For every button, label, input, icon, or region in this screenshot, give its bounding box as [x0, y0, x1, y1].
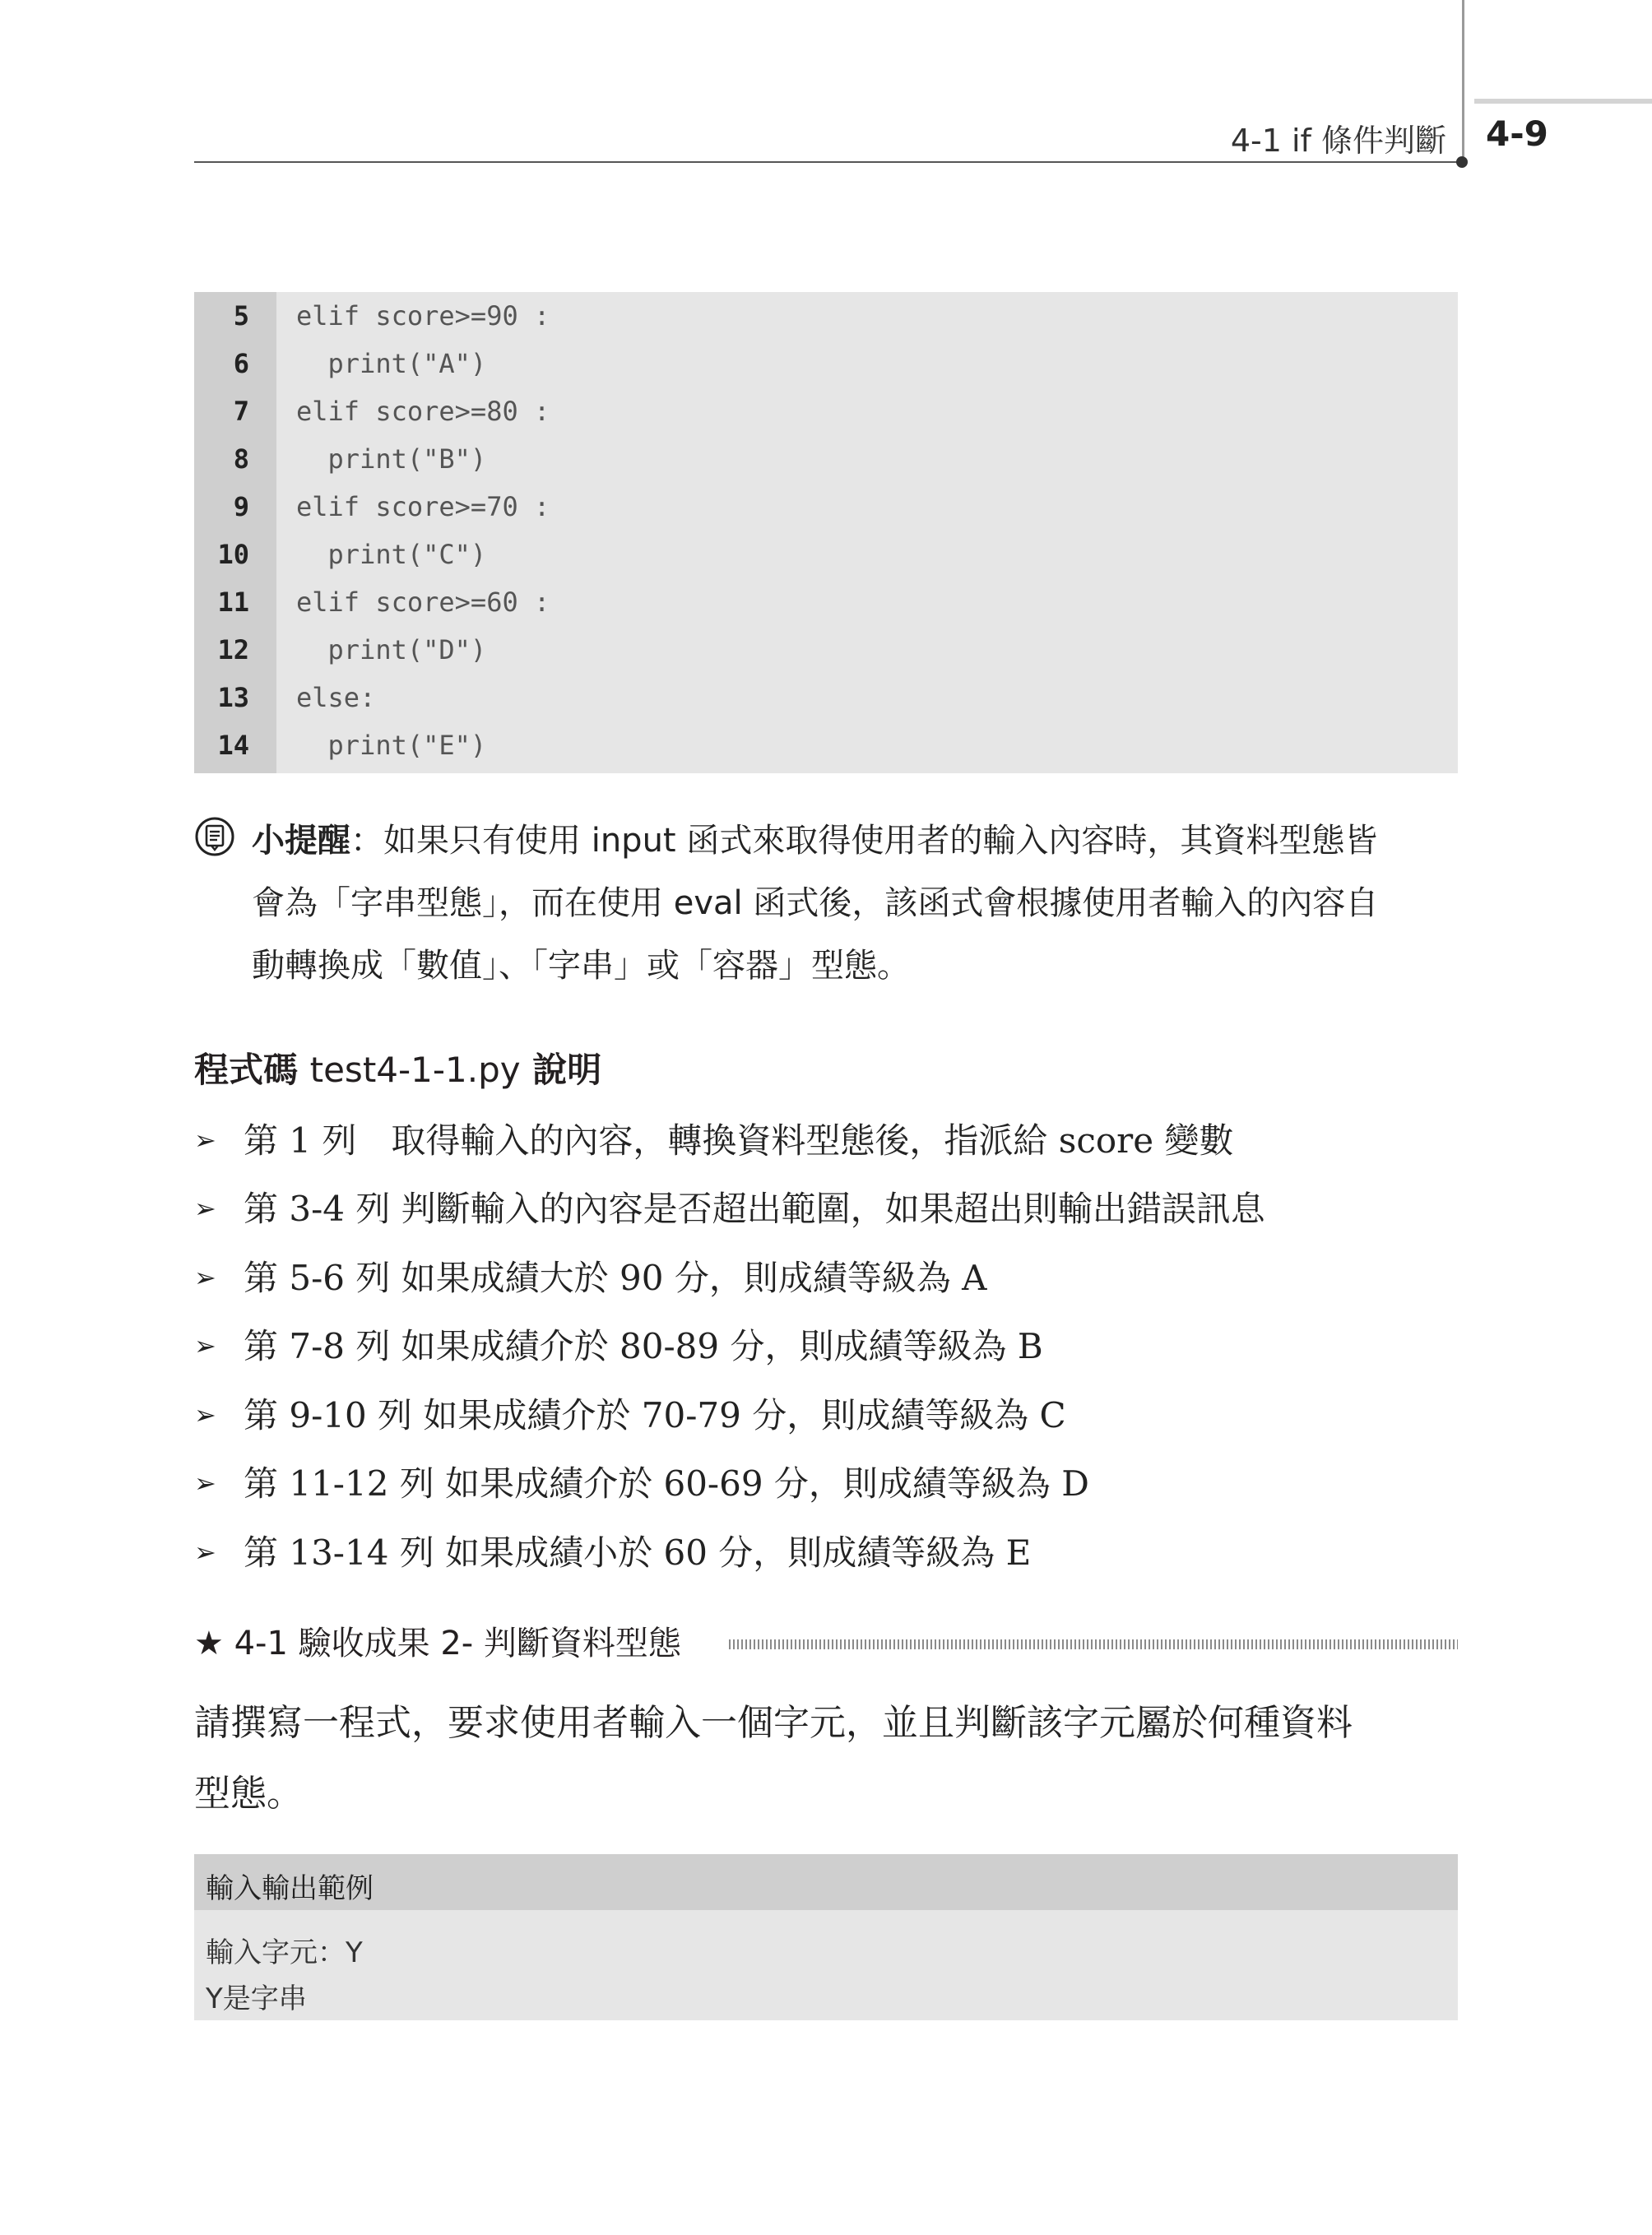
memo-icon — [194, 816, 235, 857]
code-line — [194, 626, 1458, 674]
exercise-text-line-1: 請撰寫一程式，要求使用者輸入一個字元，並且判斷該字元屬於何種資料 — [194, 1702, 1353, 1744]
code-text: elif score>=90 : — [296, 300, 550, 332]
exercise-title: 4-1 驗收成果 2- 判斷資料型態 — [234, 1625, 681, 1662]
code-line — [194, 340, 1458, 387]
list-item-text: 第 3-4 列 判斷輸入的內容是否超出範圍，如果超出則輸出錯誤訊息 — [244, 1189, 1265, 1229]
arrow-bullet-icon: ➢ — [194, 1399, 216, 1430]
running-header-title: 4-1 if 條件判斷 — [1230, 123, 1446, 159]
section-heading-suffix: 說明 — [520, 1050, 602, 1090]
arrow-bullet-icon: ➢ — [194, 1193, 216, 1224]
code-line — [194, 578, 1458, 626]
code-text: elif score>=60 : — [296, 587, 550, 618]
list-item — [194, 1526, 1031, 1575]
section-heading-prefix: 程式碼 — [194, 1050, 310, 1090]
header-rule — [194, 161, 1463, 163]
list-item — [194, 1457, 1089, 1506]
code-line — [194, 292, 1458, 340]
list-item — [194, 1182, 1265, 1231]
section-heading — [194, 1043, 601, 1092]
header-dot — [1456, 156, 1468, 168]
arrow-bullet-icon: ➢ — [194, 1330, 216, 1361]
code-text: elif score>=80 : — [296, 396, 550, 427]
code-line — [194, 721, 1458, 769]
tip-line-2: 會為「字串型態」，而在使用 eval 函式後，該函式會根據使用者輸入的內容自 — [252, 884, 1379, 922]
exercise-text-line-2: 型態。 — [194, 1773, 303, 1815]
code-line — [194, 674, 1458, 721]
tip-text: ：如果只有使用 input 函式來取得使用者的輸入內容時，其資料型態皆 — [350, 822, 1378, 860]
header-tab-line — [1474, 99, 1652, 104]
line-number: 13 — [217, 682, 249, 713]
code-line — [194, 387, 1458, 435]
list-item — [194, 1319, 1043, 1369]
list-item-text: 第 13-14 列 如果成績小於 60 分，則成績等級為 E — [244, 1533, 1032, 1573]
line-number: 5 — [233, 300, 249, 332]
list-item — [194, 1114, 1233, 1163]
io-example-line: Y是字串 — [206, 1982, 307, 2015]
line-number: 14 — [217, 730, 249, 761]
code-line — [194, 531, 1458, 578]
io-example-header — [194, 1854, 1458, 1910]
tip-lead: 小提醒 — [252, 822, 350, 860]
line-number: 8 — [233, 443, 249, 475]
tip-line-3: 動轉換成「數值」、「字串」或「容器」型態。 — [252, 947, 910, 985]
list-item-text: 第 9-10 列 如果成績介於 70-79 分，則成績等級為 C — [244, 1395, 1066, 1435]
code-text: print("A") — [296, 348, 487, 379]
code-line — [194, 435, 1458, 483]
arrow-bullet-icon: ➢ — [194, 1124, 216, 1156]
line-number: 11 — [217, 587, 249, 618]
line-number: 12 — [217, 634, 249, 665]
arrow-bullet-icon: ➢ — [194, 1537, 216, 1568]
list-item-text: 第 5-6 列 如果成績大於 90 分，則成績等級為 A — [244, 1258, 987, 1298]
list-item-text: 第 7-8 列 如果成績介於 80-89 分，則成績等級為 B — [244, 1326, 1043, 1366]
code-text: elif score>=70 : — [296, 491, 550, 522]
io-example-title: 輸入輸出範例 — [206, 1872, 374, 1905]
list-item-text: 第 1 列 取得輸入的內容，轉換資料型態後，指派給 score 變數 — [244, 1120, 1234, 1161]
arrow-bullet-icon: ➢ — [194, 1262, 216, 1293]
line-number: 7 — [233, 396, 249, 427]
tip-line-1 — [252, 814, 1377, 861]
code-text: else: — [296, 682, 376, 713]
code-text: print("C") — [296, 539, 487, 570]
header-vertical-divider — [1462, 0, 1464, 166]
list-item — [194, 1251, 987, 1301]
code-listing — [194, 292, 1458, 773]
section-heading-file: test4-1-1.py — [309, 1050, 521, 1090]
code-text: print("B") — [296, 443, 487, 475]
io-example-body — [194, 1910, 1458, 2020]
exercise-dotted-leader — [729, 1639, 1458, 1649]
io-example-line: 輸入字元：Y — [206, 1936, 363, 1969]
list-item — [194, 1389, 1066, 1438]
page-number: 4-9 — [1486, 114, 1548, 154]
code-text: print("D") — [296, 634, 487, 665]
exercise-heading — [194, 1617, 681, 1664]
arrow-bullet-icon: ➢ — [194, 1468, 216, 1499]
line-number: 10 — [217, 539, 249, 570]
code-text: print("E") — [296, 730, 487, 761]
line-number: 9 — [233, 491, 249, 522]
star-icon: ★ — [194, 1625, 224, 1662]
line-number: 6 — [233, 348, 249, 379]
list-item-text: 第 11-12 列 如果成績介於 60-69 分，則成績等級為 D — [244, 1463, 1089, 1504]
code-line — [194, 483, 1458, 531]
